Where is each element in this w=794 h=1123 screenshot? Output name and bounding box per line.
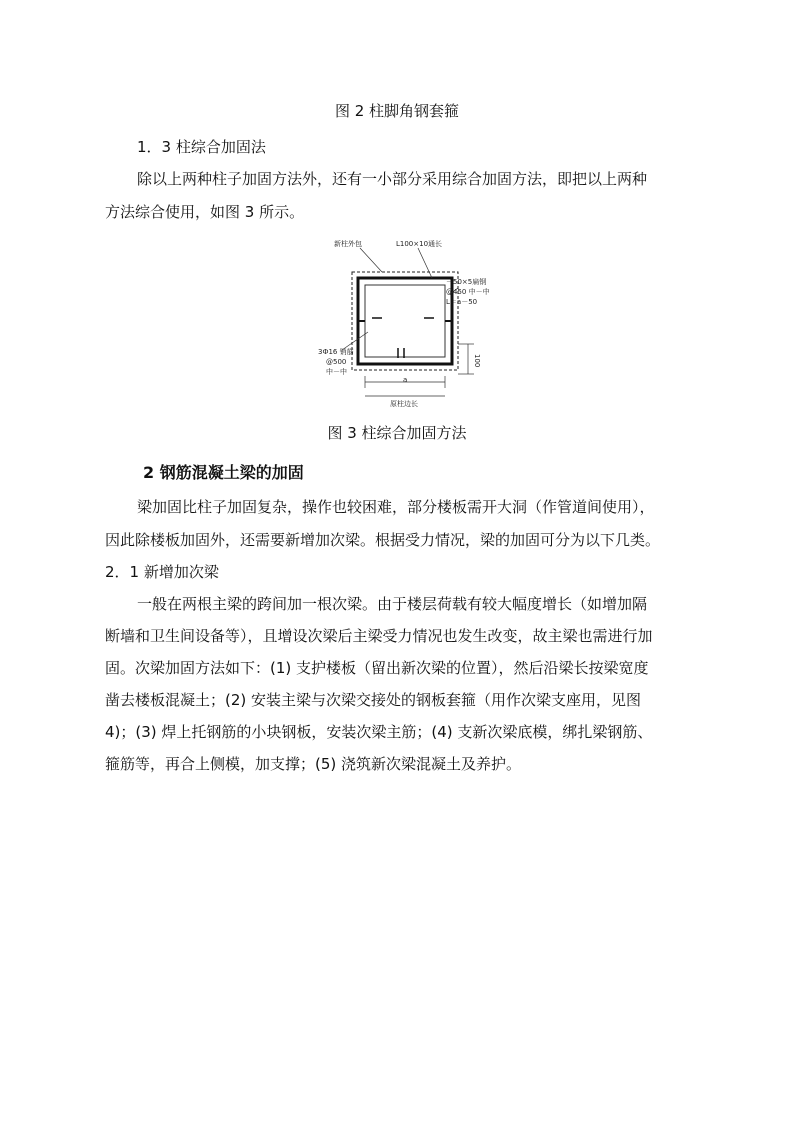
dowel-rebars bbox=[372, 318, 434, 358]
label-flat-steel: －50×5扁钢 bbox=[446, 278, 487, 286]
figure-3-drawing bbox=[318, 236, 490, 412]
label-dowel-spacing: @500 bbox=[326, 358, 347, 366]
paragraph-line: 除以上两种柱子加固方法外，还有一小部分采用综合加固方法，即把以上两种 bbox=[137, 170, 648, 188]
label-dimension-100: 100 bbox=[473, 354, 481, 368]
label-flat-steel-spacing: @450 中－中 bbox=[446, 288, 490, 296]
angle-steel-frame bbox=[358, 278, 452, 364]
paragraph-line: 箍筋等，再合上侧模，加支撑；(5) 浇筑新次梁混凝土及养护。 bbox=[105, 755, 522, 773]
label-dowel-rebar: 3Ф16 销筋 bbox=[318, 348, 354, 356]
section-2-1-heading: 2．1 新增加次梁 bbox=[105, 563, 219, 581]
label-angle-steel: L100×10通长 bbox=[396, 240, 443, 248]
label-dimension-a: a bbox=[403, 376, 408, 384]
paragraph-line: 方法综合使用，如图 3 所示。 bbox=[105, 203, 305, 221]
figure-2-caption: 图 2 柱脚角钢套箍 bbox=[334, 102, 460, 120]
original-column bbox=[365, 285, 445, 357]
paragraph-line: 因此除楼板加固外，还需要新增加次梁。根据受力情况，梁的加固可分为以下几类。 bbox=[105, 531, 661, 549]
label-dowel-center: 中－中 bbox=[326, 368, 347, 376]
label-original-side: 原柱边长 bbox=[390, 400, 418, 408]
section-1-3-heading: 1．3 柱综合加固法 bbox=[137, 138, 266, 156]
column-section-diagram bbox=[318, 236, 487, 412]
new-wrap-outline bbox=[352, 272, 458, 370]
paragraph-line: 固。次梁加固方法如下：(1) 支护楼板（留出新次梁的位置），然后沿梁长按梁宽度 bbox=[105, 659, 649, 677]
paragraph-line: 梁加固比柱子加固复杂，操作也较困难，部分楼板需开大洞（作管道间使用）， bbox=[137, 498, 655, 516]
label-new-wrap: 新柱外包 bbox=[334, 240, 362, 248]
paragraph-line: 断墙和卫生间设备等），且增设次梁后主梁受力情况也发生改变，故主梁也需进行加 bbox=[105, 627, 653, 645]
section-2-heading: 2 钢筋混凝土梁的加固 bbox=[143, 463, 304, 482]
label-flat-steel-length: L＝a－50 bbox=[446, 298, 478, 306]
paragraph-line: 凿去楼板混凝土；(2) 安装主梁与次梁交接处的钢板套箍（用作次梁支座用，见图 bbox=[105, 691, 642, 709]
paragraph-line: 一般在两根主梁的跨间加一根次梁。由于楼层荷载有较大幅度增长（如增加隔 bbox=[137, 595, 648, 613]
figure-3-caption: 图 3 柱综合加固方法 bbox=[327, 424, 467, 442]
paragraph-line: 4)；(3) 焊上托钢筋的小块钢板，安装次梁主筋；(4) 支新次梁底模，绑扎梁钢筋、 bbox=[105, 723, 653, 741]
